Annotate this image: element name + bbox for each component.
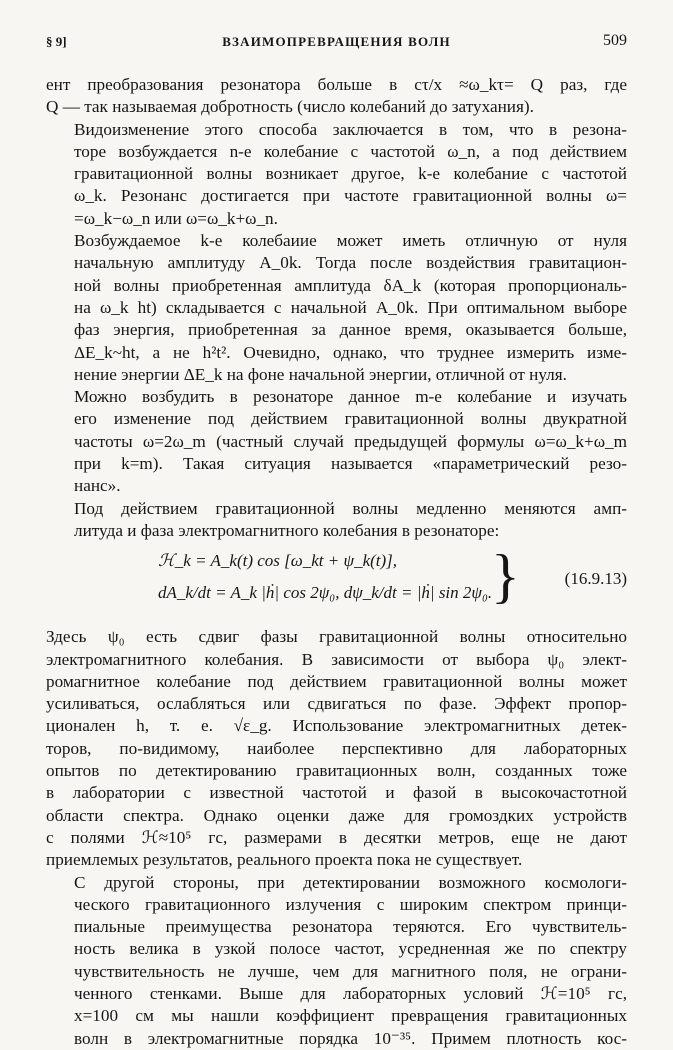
text-line: усиливаться, ослабляться или сдвигаться по фазе. Эффект пропор-: [46, 694, 627, 714]
text-line: его изменение под действием гравитационной волны двукратной: [74, 409, 627, 429]
text-line: ω_k. Резонанс достигается при частоте гравитационной волны ω=: [74, 186, 627, 206]
text-line: волн в электромагнитные порядка 10⁻³⁵. Примем плотность кос-: [74, 1028, 627, 1048]
text-line: Возбуждаемое k-е колебаиие может иметь отличную от нуля: [74, 231, 627, 251]
text-line: С другой стороны, при детектировании возможного космологи-: [74, 872, 627, 892]
paragraph-4: [46, 386, 627, 497]
paragraph-3: [46, 230, 627, 386]
section-marker: § 9]: [46, 34, 67, 49]
paragraph-6: [46, 626, 627, 871]
text-line: Можно возбудить в резонаторе данное m-е колебание и изучать: [74, 387, 627, 407]
text-line: Q — так называемая добротность (число колебаний до затухания).: [46, 97, 534, 117]
equation-line-1: ℋ_k = A_k(t) cos [ω_kt + ψ_k(t)],: [158, 551, 398, 571]
text-line: частоты ω=2ω_m (частный случай предыдущей формулы ω=ω_k+ω_m: [74, 431, 627, 451]
running-head: [46, 32, 627, 52]
text-line: области спектра. Однако оценки даже для громоздких устройств: [46, 805, 627, 825]
text-line: ной волны приобретенная амплитуда δA_k (которая пропорциональ-: [74, 275, 627, 295]
text-line: ΔE_k~ht, а не h²t². Очевидно, однако, что труднее измерить изме-: [74, 342, 627, 362]
text-line: фаз энергия, приобретенная за данное время, оказывается больше,: [74, 320, 627, 340]
text-line: =ω_k−ω_n или ω=ω_k+ω_n.: [74, 208, 278, 228]
text-line: электромагнитного колебания. В зависимости от выбора ψ₀ элект-: [46, 649, 627, 669]
text-line: Под действием гравитационной волны медленно меняются амп-: [74, 498, 627, 518]
text-line: чувствительность не лучше, чем для магнитного поля, не ограни-: [74, 961, 627, 981]
paragraph-1: [46, 74, 627, 119]
text-line: в лаборатории с известной частотой и фазой в высокочастотной: [46, 783, 627, 803]
text-line: Видоизменение этого способа заключается в том, что в резона-: [74, 119, 627, 139]
text-line: при k=m). Такая ситуация называется «параметрический резо-: [74, 454, 627, 474]
text-line: ченного стенками. Выше для лабораторных условий ℋ=10⁵ гс,: [74, 983, 627, 1003]
right-brace-icon: }: [491, 543, 520, 610]
text-line: x=100 см мы нашли коэффициент превращения гравитационных: [74, 1006, 627, 1026]
text-line: торе возбуждается n-е колебание с частотой ω_n, а под действием: [74, 141, 627, 161]
chapter-title: ВЗАИМОПРЕВРАЩЕНИЯ ВОЛН: [222, 34, 451, 49]
equation-line-2: dA_k/dt = A_k |ḣ| cos 2ψ₀, dψ_k/dt = |ḣ| sin 2ψ₀.: [158, 583, 493, 603]
text-line: нанс».: [74, 476, 121, 496]
page-body: [46, 74, 627, 1050]
equation-number: (16.9.13): [564, 569, 627, 589]
text-line: гравитационной волны возникает другое, k-е колебание с частотой: [74, 164, 627, 184]
paragraph-7: [46, 872, 627, 1050]
text-line: приемлемых результатов, реального проекта пока не существует.: [46, 850, 523, 870]
text-line: ность велика в узкой полосе частот, усредненная же по спектру: [74, 939, 627, 959]
text-line: с полями ℋ≈10⁵ гс, размерами в десятки метров, еще не дают: [46, 827, 627, 847]
text-line: ческого гравитационного излучения с широким спектром принци-: [74, 894, 627, 914]
text-line: пиальные преимущества резонатора теряются. Его чувствитель-: [74, 917, 627, 937]
text-line: опытов по детектированию гравитационных волн, созданных тоже: [46, 761, 627, 781]
text-line: начальную амплитуду A_0k. Тогда после воздействия гравитацион-: [74, 253, 627, 273]
equation-16-9-13: [46, 543, 627, 614]
text-line: литуда и фаза электромагнитного колебания в резонаторе:: [74, 520, 500, 540]
text-line: ент преобразования резонатора больше в cτ/x ≈ω_kτ= Q раз, где: [46, 75, 627, 94]
text-line: нение энергии ΔE_k на фоне начальной энергии, отличной от нуля.: [74, 364, 567, 384]
text-line: торов, по-видимому, наиболее перспективно для лабораторных: [46, 738, 627, 758]
text-line: ромагнитное колебание под действием гравитационной волны может: [46, 671, 627, 691]
text-line: на ω_k ht) складывается с начальной A_0k. При оптимальном выборе: [74, 297, 627, 317]
text-line: ционален h, т. е. √ε_g. Использование электромагнитных детек-: [46, 716, 627, 736]
page-number: 509: [603, 32, 627, 49]
text-line: Здесь ψ₀ есть сдвиг фазы гравитационной волны относительно: [46, 627, 627, 647]
paragraph-2: [46, 119, 627, 230]
paragraph-5: [46, 498, 627, 543]
